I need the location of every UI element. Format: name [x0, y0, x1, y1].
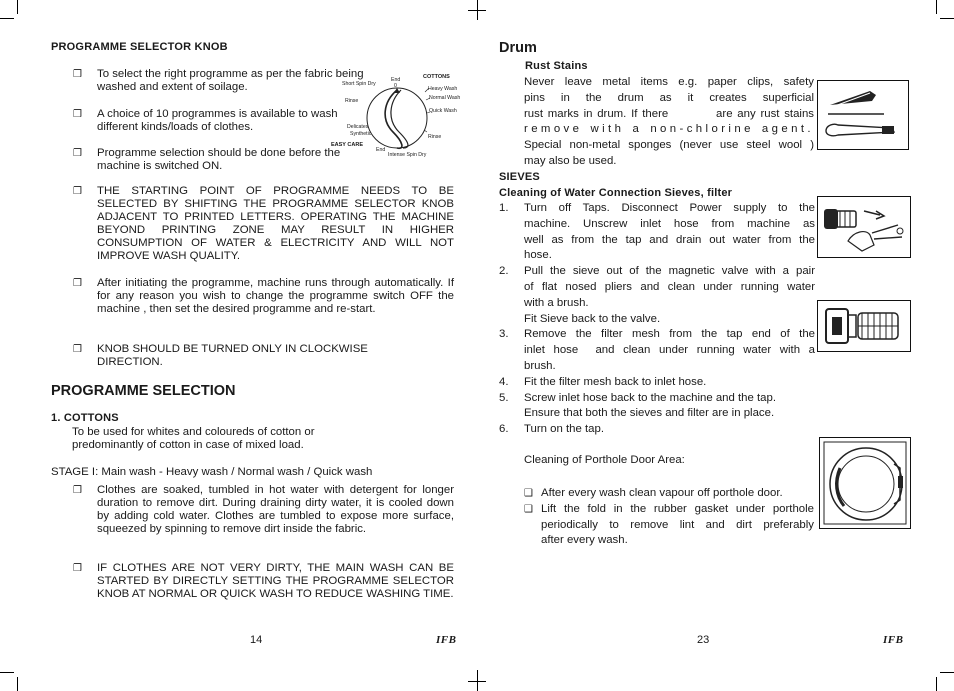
step-line: hose. [524, 249, 552, 262]
knob-synthetic-label: Synthetic [350, 131, 372, 137]
step-line: Turn on the tap. [524, 423, 604, 436]
porthole-icon [820, 438, 910, 528]
knob-zero-label: 0 [394, 83, 397, 89]
porthole-bullet [524, 486, 814, 502]
step-number: 6. [499, 423, 509, 436]
bullet-icon: ❒ [73, 148, 82, 159]
rust-line: pins in the drum as it creates superficial [524, 91, 814, 104]
step-line: Fit Sieve back to the valve. [524, 312, 661, 325]
step-line: Fit the filter mesh back to inlet hose. [524, 375, 707, 388]
ifb-logo: IFB [883, 634, 904, 646]
step-item [499, 201, 815, 264]
checkbox-bullet-icon: ❑ [524, 503, 533, 515]
knob-end2-label: End [376, 147, 386, 153]
step-item [499, 422, 815, 438]
sieve-icon [818, 301, 910, 351]
step-item [499, 375, 815, 391]
step-line: well as from the tap and drain out water from the [524, 233, 815, 246]
step-line: brush. [524, 359, 556, 372]
bullet-icon: ❒ [73, 563, 82, 574]
porthole-line: periodically to remove lint and dirt preferably [541, 518, 814, 531]
drum-heading: Drum [499, 40, 537, 56]
step-item [499, 391, 815, 423]
sieves-heading: SIEVES [499, 171, 540, 183]
step-number: 2. [499, 265, 509, 278]
porthole-heading: Cleaning of Porthole Door Area: [524, 454, 685, 466]
rust-stains-heading: Rust Stains [525, 60, 588, 72]
safety-pins-image [817, 80, 909, 150]
safety-pins-icon [818, 81, 908, 149]
knob-delicate-label: Delicates [347, 124, 369, 130]
rust-line: rust marks in drum. If there are any rust stains [524, 107, 814, 120]
sieves-subheading: Cleaning of Water Connection Sieves, filter [499, 187, 733, 199]
step-line: with a brush. [524, 296, 589, 309]
porthole-line: after every wash. [541, 534, 628, 547]
clockwise-text: KNOB SHOULD BE TURNED ONLY IN CLOCKWISE DIRECTION. [97, 343, 368, 368]
bullet-icon: ❒ [73, 186, 82, 197]
knob-bullet-text: To select the right programme as per the fabric being washed and extent of soilage. [97, 68, 364, 93]
step-line: Turn off Taps. Disconnect Power supply to the [524, 202, 815, 214]
bullet-icon: ❒ [73, 485, 82, 496]
page-number: 23 [697, 634, 710, 646]
ifb-logo: IFB [436, 634, 457, 646]
knob-heavy-wash-label: Heavy Wash [428, 86, 458, 92]
stage-bullet-text: IF CLOTHES ARE NOT VERY DIRTY, THE MAIN WASH CAN BE STARTED BY DIRECTLY SETTING THE PROGRAMME SELECTOR KNOB AT NORMAL OR QUICK WASH TO REDUCE WASHING TIME. [97, 562, 454, 600]
step-item [499, 327, 815, 374]
bullet-icon: ❒ [73, 278, 82, 289]
step-line: Pull the sieve out of the magnetic valve with a pair [524, 265, 815, 278]
porthole-bullet [524, 502, 814, 549]
porthole-door-image [819, 437, 911, 529]
step-line: of flat nosed pliers and clean under running water [524, 280, 815, 293]
inlet-hose-image [817, 196, 911, 258]
knob-normal-wash-label: Normal Wash [429, 95, 461, 101]
bullet-icon: ❒ [73, 109, 82, 120]
step-line: Remove the filter mesh from the tap end of the [524, 328, 815, 341]
sieve-steps [499, 201, 815, 438]
step-number: 5. [499, 391, 509, 404]
step-item [499, 264, 815, 327]
knob-intense-spin-label: Intense Spin Dry [388, 152, 427, 158]
step-number: 1. [499, 202, 509, 214]
knob-quick-wash-label: Quick Wash [429, 108, 457, 114]
stage-bullet-text: Clothes are soaked, tumbled in hot water with detergent for longer duration to remove dirt. During draining dirty water, it is cooled down by adding cold water. Clothes are tumbled to expose more surface, squeezed by spinning to remove dirt inside the fabric. [97, 484, 454, 535]
stage-text: STAGE I: Main wash - Heavy wash / Normal wash / Quick wash [51, 466, 373, 478]
cottons-heading: 1. COTTONS [51, 412, 119, 424]
starting-point-text: THE STARTING POINT OF PROGRAMME NEEDS TO BE SELECTED BY SHIFTING THE PROGRAMME SELECTOR KNOB ADJACENT TO PRINTED LETTERS. OPERATING THE MACHINE BEYOND PRINTING ZONE MAY RESULT IN HIGHER CONSUMPTION OF WATER & ELECTRICITY AND WILL NOT IMPROVE WASH QUALITY. [97, 185, 454, 262]
knob-short-spin-label: Short Spin Dry [342, 81, 376, 87]
porthole-line: Lift the fold in the rubber gasket under porthole [541, 502, 814, 515]
porthole-line: After every wash clean vapour off porthole door. [541, 487, 783, 499]
knob-easy-care-label: EASY CARE [331, 142, 363, 148]
porthole-bullets [524, 486, 814, 549]
bullet-icon: ❒ [73, 344, 82, 355]
programme-knob-diagram [331, 68, 461, 163]
hose-pliers-icon [818, 197, 910, 257]
page-number: 14 [250, 634, 263, 646]
knob-bullet-text: Programme selection should be done before the machine is switched ON. [97, 147, 341, 172]
rust-line: may also be used. [524, 154, 617, 167]
step-line: machine. Unscrew inlet hose from machine as [524, 217, 815, 230]
checkbox-bullet-icon: ❑ [524, 488, 533, 499]
step-line: inlet hose and clean under running water with a [524, 344, 815, 357]
selector-knob-heading: PROGRAMME SELECTOR KNOB [51, 41, 228, 53]
bullet-icon: ❒ [73, 69, 82, 80]
programme-selection-heading: PROGRAMME SELECTION [51, 383, 236, 399]
knob-bullet-text: A choice of 10 programmes is available to wash different kinds/loads of clothes. [97, 108, 338, 133]
rust-line: Special non-metal sponges (never use steel wool ) [524, 139, 814, 152]
step-line: Screw inlet hose back to the machine and the tap. [524, 391, 777, 404]
knob-rinse-label: Rinse [345, 98, 359, 104]
step-number: 3. [499, 328, 509, 341]
rust-line: remove with a non-chlorine agent. [524, 123, 814, 136]
step-line: Ensure that both the sieves and filter are in place. [524, 407, 775, 420]
filter-sieve-image [817, 300, 911, 352]
knob-rinse-right-label: Rinse [428, 134, 442, 140]
knob-cottons-label: COTTONS [423, 74, 450, 80]
step-number: 4. [499, 375, 509, 388]
after-initiating-text: After initiating the programme, machine runs through automatically. If for any reason you wish to change the programme switch OFF the machine , then set the desired programme and re-start. [97, 277, 454, 315]
knob-end-label: End [391, 77, 401, 83]
rust-line: Never leave metal items e.g. paper clips, safety [524, 76, 814, 88]
cottons-text: To be used for whites and coloureds of cotton or predominantly of cotton in case of mixed load. [72, 426, 315, 451]
rust-text [524, 75, 814, 170]
right-page [477, 0, 954, 691]
